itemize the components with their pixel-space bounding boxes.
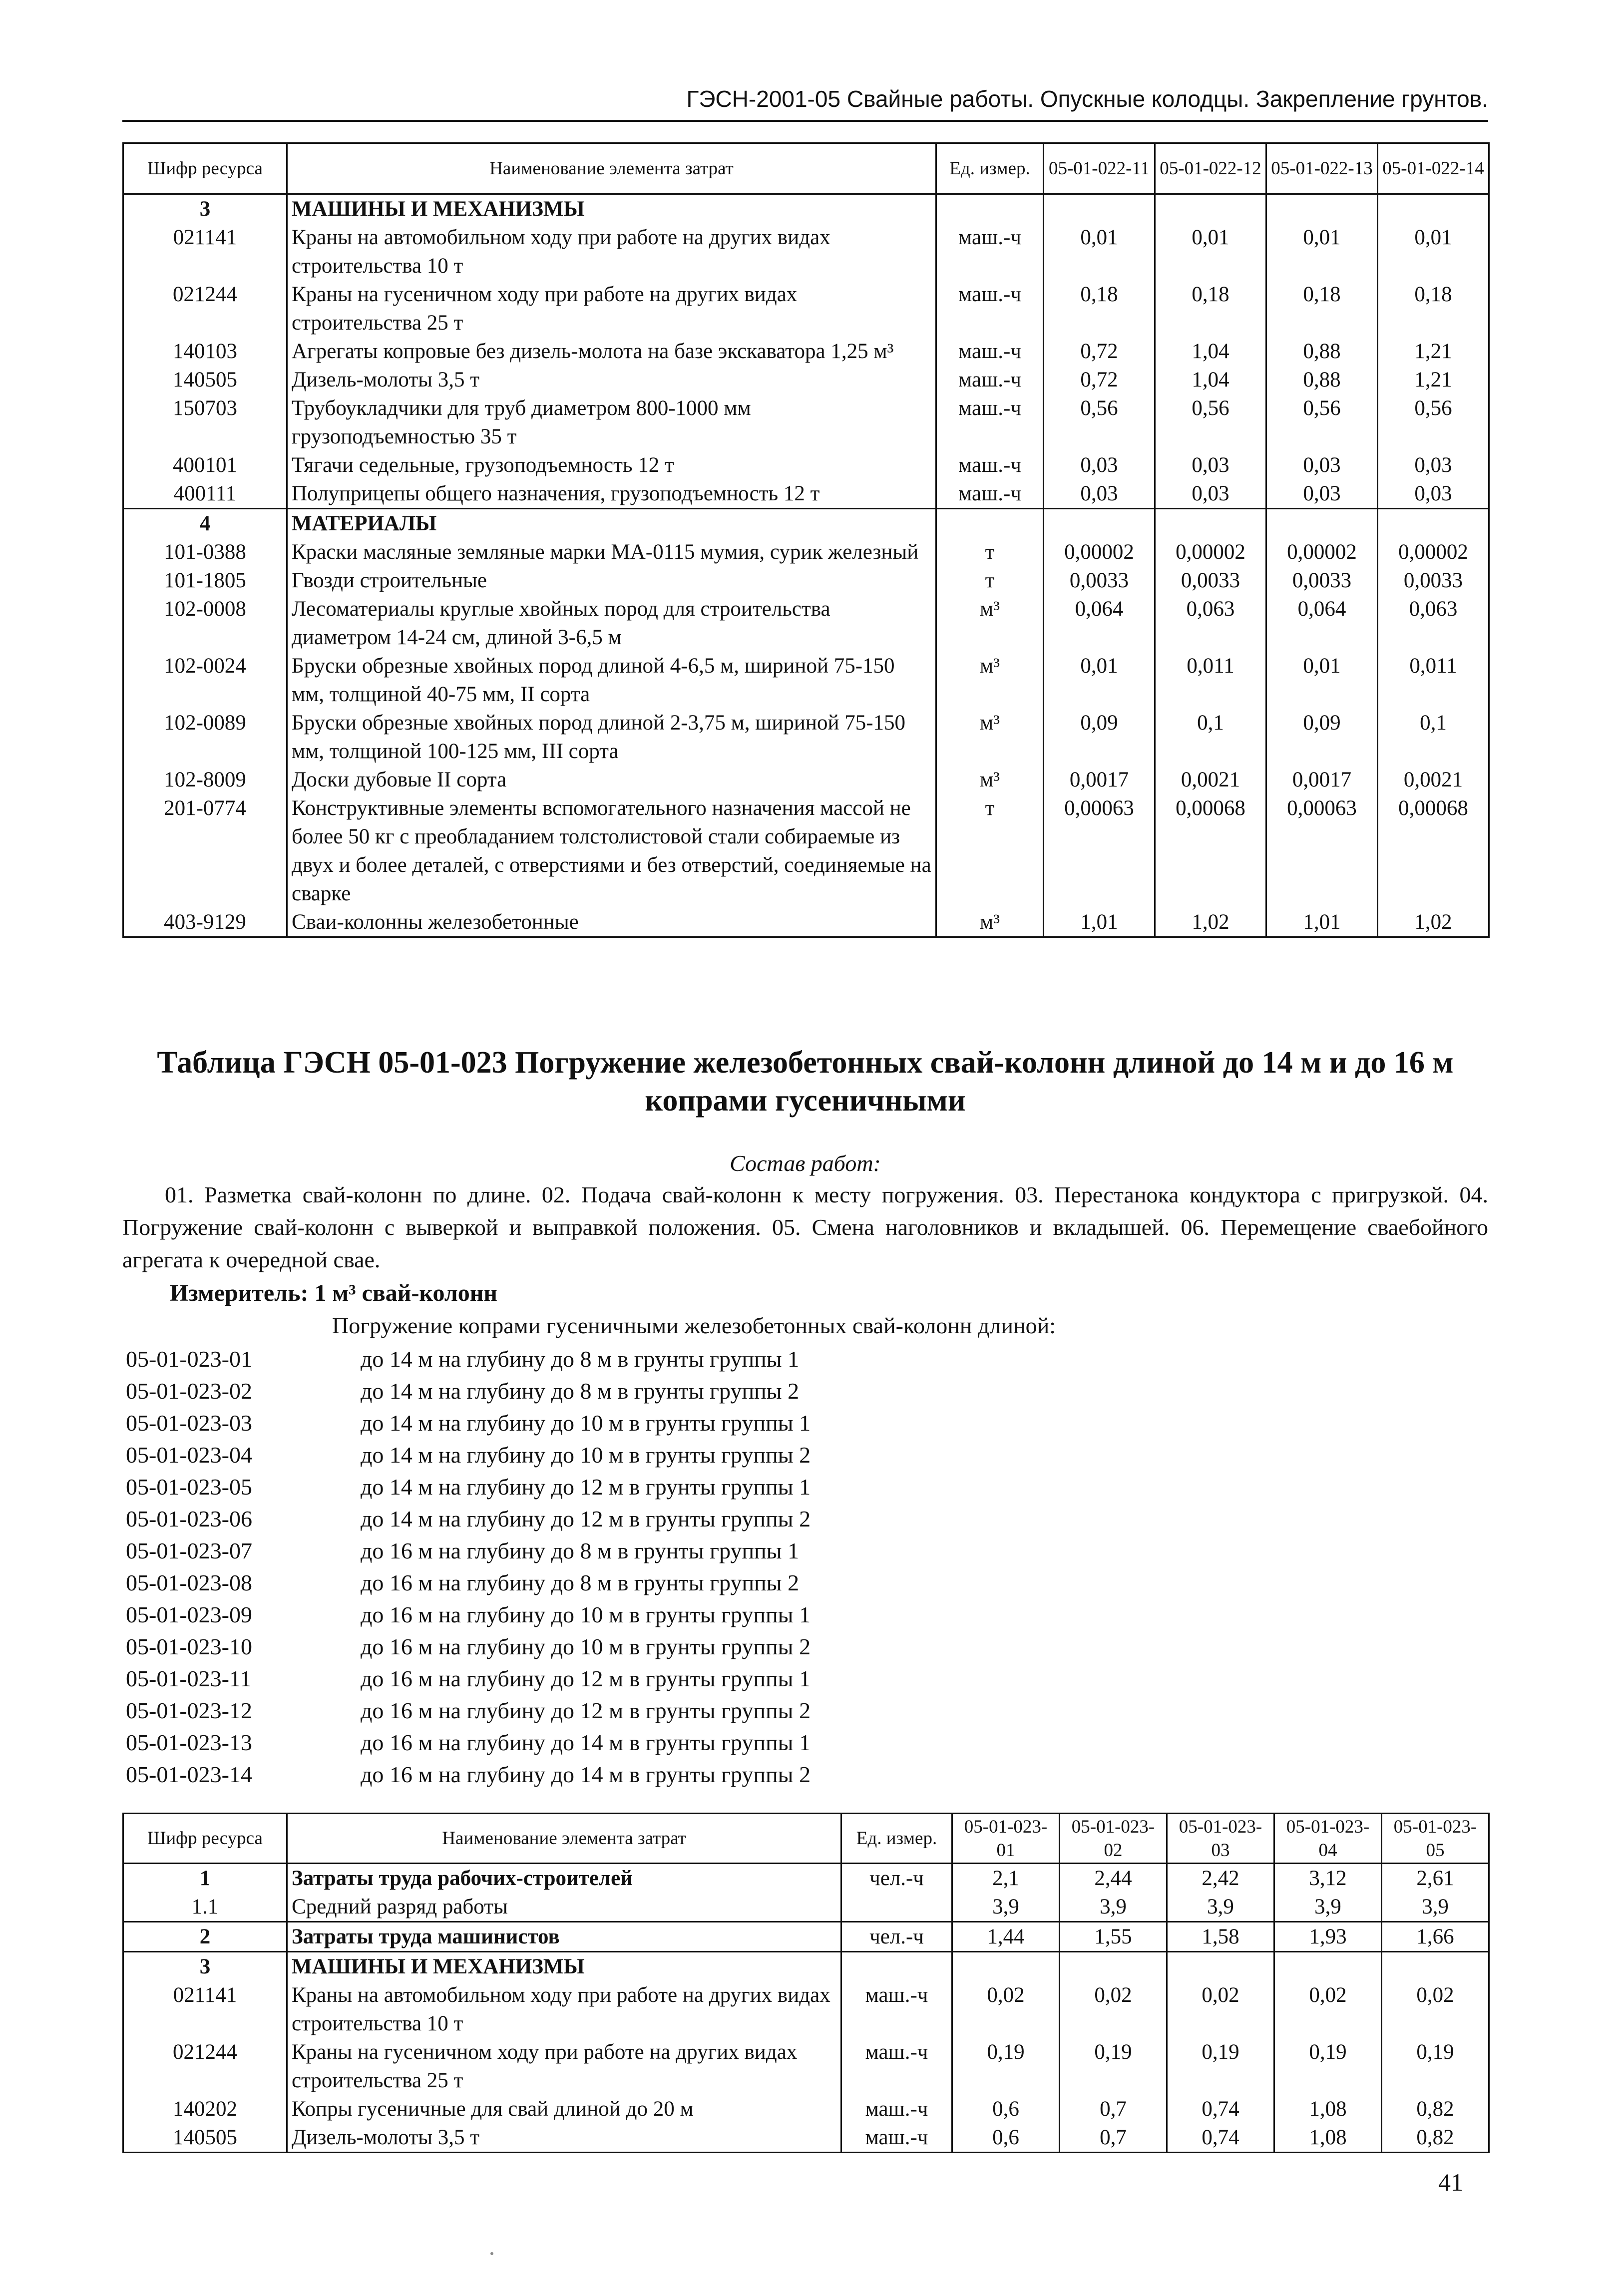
norm-value: 0,00002: [1266, 538, 1378, 566]
norm-value: 0,56: [1044, 394, 1155, 451]
norm-value: [1060, 1952, 1167, 1981]
norm-value: [1044, 194, 1155, 224]
resource-table-022: [122, 142, 1490, 938]
norm-value: 1,01: [1266, 908, 1378, 937]
resource-code: 140505: [123, 2123, 287, 2153]
norm-code: 05-01-023-08: [126, 1570, 252, 1595]
norm-value: 0,02: [1167, 1981, 1274, 2038]
norm-value: 0,09: [1044, 709, 1155, 765]
scan-speck: [490, 2252, 493, 2255]
resource-code: 140103: [123, 337, 287, 366]
col-header-code: Шифр ресурса: [123, 1814, 287, 1864]
norm-value: 0,00063: [1044, 794, 1155, 908]
norm-value: 0,064: [1266, 595, 1378, 652]
norm-value: 0,03: [1378, 479, 1489, 509]
norm-value: 0,01: [1266, 223, 1378, 280]
table-row: [123, 223, 1489, 280]
norm-code-item: [126, 1759, 811, 1791]
codes-intro: Погружение копрами гусеничными железобетонных свай-колонн длиной:: [332, 1313, 1056, 1338]
norm-value: 3,9: [1060, 1893, 1167, 1922]
col-header-norm: 05-01-023-04: [1274, 1814, 1382, 1864]
norm-value: 0,02: [952, 1981, 1060, 2038]
table-row: [123, 709, 1489, 765]
table-row: [123, 337, 1489, 366]
norm-description: до 16 м на глубину до 14 м в грунты группы 1: [361, 1730, 811, 1755]
resource-unit: маш.-ч: [841, 2123, 952, 2153]
resource-unit: чел.-ч: [841, 1864, 952, 1893]
norm-value: 0,74: [1167, 2095, 1274, 2123]
norm-value: 1,55: [1060, 1922, 1167, 1952]
norm-code-item: [126, 1631, 811, 1663]
table-row: [123, 2038, 1489, 2095]
resource-code: 101-1805: [123, 566, 287, 595]
norm-value: [1167, 1952, 1274, 1981]
norm-value: 0,0017: [1266, 765, 1378, 794]
resource-unit: маш.-ч: [936, 479, 1044, 509]
resource-name: МАШИНЫ И МЕХАНИЗМЫ: [287, 194, 936, 224]
norm-code: 05-01-023-12: [126, 1698, 252, 1723]
work-composition-heading: Состав работ:: [730, 1150, 881, 1176]
resource-name: Бруски обрезные хвойных пород длиной 4-6,5 м, шириной 75-150 мм, толщиной 40-75 мм, II сорта: [287, 652, 936, 709]
norm-value: 0,00002: [1378, 538, 1489, 566]
table-row: [123, 538, 1489, 566]
norm-description: до 16 м на глубину до 8 м в грунты группы 1: [361, 1538, 800, 1563]
norm-code-item: [126, 1567, 811, 1599]
norm-value: 0,0033: [1044, 566, 1155, 595]
norm-value: 0,00068: [1378, 794, 1489, 908]
norm-value: 0,82: [1382, 2123, 1489, 2153]
table-row: [123, 194, 1489, 224]
norm-value: 0,00063: [1266, 794, 1378, 908]
resource-unit: [841, 1893, 952, 1922]
resource-code: 102-0024: [123, 652, 287, 709]
resource-code: 140505: [123, 366, 287, 394]
resource-name: Копры гусеничные для свай длиной до 20 м: [287, 2095, 841, 2123]
norm-value: 0,1: [1378, 709, 1489, 765]
norm-value: 0,56: [1155, 394, 1266, 451]
table-row: [123, 566, 1489, 595]
resource-unit: маш.-ч: [841, 2038, 952, 2095]
norm-value: 1,21: [1378, 366, 1489, 394]
col-header-norm: 05-01-023-02: [1060, 1814, 1167, 1864]
norm-code: 05-01-023-05: [126, 1474, 252, 1500]
table-row: [123, 509, 1489, 538]
resource-name: МАТЕРИАЛЫ: [287, 509, 936, 538]
resource-name: Лесоматериалы круглые хвойных пород для строительства диаметром 14-24 см, длиной 3-6,5 м: [287, 595, 936, 652]
norm-code: 05-01-023-06: [126, 1506, 252, 1531]
resource-name: Агрегаты копровые без дизель-молота на базе экскаватора 1,25 м³: [287, 337, 936, 366]
norm-value: 0,011: [1155, 652, 1266, 709]
resource-name: Гвозди строительные: [287, 566, 936, 595]
resource-code: 021244: [123, 280, 287, 337]
resource-name: Тягачи седельные, грузоподъемность 12 т: [287, 451, 936, 479]
norm-value: 2,61: [1382, 1864, 1489, 1893]
resource-name: Краны на гусеничном ходу при работе на других видах строительства 25 т: [287, 280, 936, 337]
norm-value: 1,44: [952, 1922, 1060, 1952]
resource-code: 1.1: [123, 1893, 287, 1922]
norm-value: 0,064: [1044, 595, 1155, 652]
resource-code: 2: [123, 1922, 287, 1952]
norm-value: 0,0033: [1155, 566, 1266, 595]
resource-name: Сваи-колонны железобетонные: [287, 908, 936, 937]
norm-description: до 14 м на глубину до 8 м в грунты группы 1: [361, 1346, 800, 1372]
norm-value: [1044, 509, 1155, 538]
resource-name: Полуприцепы общего назначения, грузоподъемность 12 т: [287, 479, 936, 509]
norm-value: 0,09: [1266, 709, 1378, 765]
resource-unit: маш.-ч: [841, 1981, 952, 2038]
norm-code: 05-01-023-02: [126, 1378, 252, 1404]
table-row: [123, 908, 1489, 937]
resource-name: Средний разряд работы: [287, 1893, 841, 1922]
norm-code-item: [126, 1375, 811, 1407]
page-number: 41: [1438, 2168, 1463, 2196]
norm-value: 0,03: [1044, 451, 1155, 479]
norm-code: 05-01-023-09: [126, 1602, 252, 1627]
norm-value: 0,02: [1274, 1981, 1382, 2038]
norm-value: 0,02: [1382, 1981, 1489, 2038]
norm-value: 0,72: [1044, 337, 1155, 366]
norm-value: 1,93: [1274, 1922, 1382, 1952]
norm-value: 0,56: [1266, 394, 1378, 451]
resource-name: Бруски обрезные хвойных пород длиной 2-3,75 м, шириной 75-150 мм, толщиной 100-125 мм, III сорта: [287, 709, 936, 765]
col-header-norm: 05-01-022-11: [1044, 143, 1155, 194]
resource-unit: [936, 194, 1044, 224]
norm-value: 2,1: [952, 1864, 1060, 1893]
resource-unit: т: [936, 794, 1044, 908]
resource-code: 400101: [123, 451, 287, 479]
col-header-unit: Ед. измер.: [841, 1814, 952, 1864]
norm-value: 0,74: [1167, 2123, 1274, 2153]
norm-description: до 16 м на глубину до 14 м в грунты группы 2: [361, 1762, 811, 1787]
norm-value: 3,9: [952, 1893, 1060, 1922]
resource-unit: чел.-ч: [841, 1922, 952, 1952]
norm-value: 0,7: [1060, 2123, 1167, 2153]
norm-description: до 14 м на глубину до 8 м в грунты группы 2: [361, 1378, 800, 1404]
resource-name: Конструктивные элементы вспомогательного назначения массой не более 50 кг с преобладанием толстолистовой стали собираемые из двух и более деталей, с отверстиями и без отверстий, соединяемые на сварке: [287, 794, 936, 908]
norm-code: 05-01-023-03: [126, 1410, 252, 1436]
table-row: [123, 595, 1489, 652]
norm-value: 0,00002: [1044, 538, 1155, 566]
resource-name: Дизель-молоты 3,5 т: [287, 366, 936, 394]
resource-name: Краски масляные земляные марки МА-0115 мумия, сурик железный: [287, 538, 936, 566]
resource-name: Затраты труда рабочих-строителей: [287, 1864, 841, 1893]
resource-code: 4: [123, 509, 287, 538]
norm-value: 3,12: [1274, 1864, 1382, 1893]
norm-value: 0,56: [1378, 394, 1489, 451]
norm-value: 0,19: [952, 2038, 1060, 2095]
norm-description: до 14 м на глубину до 12 м в грунты группы 1: [361, 1474, 811, 1500]
norm-code: 05-01-023-07: [126, 1538, 252, 1563]
norm-value: 0,03: [1266, 479, 1378, 509]
norm-code: 05-01-023-14: [126, 1762, 252, 1787]
resource-unit: м³: [936, 652, 1044, 709]
resource-unit: т: [936, 538, 1044, 566]
norm-code: 05-01-023-10: [126, 1634, 252, 1659]
norm-value: [952, 1952, 1060, 1981]
norm-value: [1274, 1952, 1382, 1981]
norm-value: [1382, 1952, 1489, 1981]
norm-value: [1378, 194, 1489, 224]
resource-code: 3: [123, 194, 287, 224]
norm-description: до 16 м на глубину до 10 м в грунты группы 1: [361, 1602, 811, 1627]
resource-name: Доски дубовые II сорта: [287, 765, 936, 794]
norm-value: 0,19: [1382, 2038, 1489, 2095]
col-header-norm: 05-01-022-14: [1378, 143, 1489, 194]
table-row: [123, 2095, 1489, 2123]
norm-description: до 16 м на глубину до 10 м в грунты группы 2: [361, 1634, 811, 1659]
norm-value: 1,58: [1167, 1922, 1274, 1952]
norm-value: 1,08: [1274, 2123, 1382, 2153]
norm-value: 2,42: [1167, 1864, 1274, 1893]
norm-value: 0,01: [1266, 652, 1378, 709]
norm-value: 0,00002: [1155, 538, 1266, 566]
norm-code-item: [126, 1663, 811, 1695]
norm-value: [1266, 509, 1378, 538]
resource-name: Затраты труда машинистов: [287, 1922, 841, 1952]
col-header-norm: 05-01-023-05: [1382, 1814, 1489, 1864]
norm-value: 0,18: [1155, 280, 1266, 337]
norm-value: 0,19: [1274, 2038, 1382, 2095]
norm-value: 0,0021: [1378, 765, 1489, 794]
norm-value: 0,063: [1155, 595, 1266, 652]
resource-name: Краны на автомобильном ходу при работе на других видах строительства 10 т: [287, 1981, 841, 2038]
measure-unit: Измеритель: 1 м³ свай-колонн: [170, 1280, 498, 1306]
norm-value: 0,03: [1266, 451, 1378, 479]
norm-value: 0,19: [1060, 2038, 1167, 2095]
table-row: [123, 366, 1489, 394]
norm-code-item: [126, 1695, 811, 1727]
norm-value: 1,04: [1155, 337, 1266, 366]
col-header-norm: 05-01-023-03: [1167, 1814, 1274, 1864]
resource-code: 1: [123, 1864, 287, 1893]
work-composition-text: 01. Разметка свай-колонн по длине. 02. Подача свай-колонн к месту погружения. 03. Перестанока кондуктора с пригрузкой. 04. Погружение свай-колонн с выверкой и выправкой положения. 05. Смена наголовников и вкладышей. 06. Перемещение сваебойного агрегата к очередной свае.: [122, 1182, 1488, 1272]
running-header: ГЭСН-2001-05 Свайные работы. Опускные колодцы. Закрепление грунтов.: [686, 86, 1488, 112]
norm-value: [1155, 509, 1266, 538]
norm-description: до 14 м на глубину до 12 м в грунты группы 2: [361, 1506, 811, 1531]
resource-unit: маш.-ч: [936, 223, 1044, 280]
norm-value: 1,66: [1382, 1922, 1489, 1952]
norm-value: 0,03: [1378, 451, 1489, 479]
table-row: [123, 280, 1489, 337]
norm-value: 0,0017: [1044, 765, 1155, 794]
norm-value: 3,9: [1167, 1893, 1274, 1922]
resource-unit: м³: [936, 709, 1044, 765]
resource-unit: маш.-ч: [936, 366, 1044, 394]
resource-unit: маш.-ч: [936, 394, 1044, 451]
table-row: [123, 1864, 1489, 1893]
norm-value: 0,7: [1060, 2095, 1167, 2123]
resource-code: 102-8009: [123, 765, 287, 794]
norm-value: 0,1: [1155, 709, 1266, 765]
col-header-norm: 05-01-022-12: [1155, 143, 1266, 194]
norm-value: 2,44: [1060, 1864, 1167, 1893]
norm-value: 0,01: [1155, 223, 1266, 280]
resource-unit: м³: [936, 595, 1044, 652]
table-row: [123, 1952, 1489, 1981]
norm-value: 0,19: [1167, 2038, 1274, 2095]
resource-code: 021141: [123, 223, 287, 280]
norm-value: 0,03: [1044, 479, 1155, 509]
norm-value: 0,18: [1044, 280, 1155, 337]
resource-code: 403-9129: [123, 908, 287, 937]
norm-value: 0,72: [1044, 366, 1155, 394]
resource-code: 102-0089: [123, 709, 287, 765]
col-header-code: Шифр ресурса: [123, 143, 287, 194]
norm-code-item: [126, 1439, 811, 1471]
resource-code: 102-0008: [123, 595, 287, 652]
norm-value: 0,011: [1378, 652, 1489, 709]
resource-name: Краны на гусеничном ходу при работе на других видах строительства 25 т: [287, 2038, 841, 2095]
norm-value: 1,08: [1274, 2095, 1382, 2123]
norm-value: 0,01: [1044, 652, 1155, 709]
resource-table-023: [122, 1813, 1490, 2153]
col-header-norm: 05-01-023-01: [952, 1814, 1060, 1864]
norm-value: 0,88: [1266, 366, 1378, 394]
table-row: [123, 2123, 1489, 2153]
norm-value: 1,02: [1378, 908, 1489, 937]
norm-description: до 16 м на глубину до 8 м в грунты группы 2: [361, 1570, 800, 1595]
table-row: [123, 765, 1489, 794]
resource-name: Краны на автомобильном ходу при работе на других видах строительства 10 т: [287, 223, 936, 280]
resource-code: 201-0774: [123, 794, 287, 908]
resource-code: 101-0388: [123, 538, 287, 566]
resource-code: 021141: [123, 1981, 287, 2038]
table-row: [123, 1981, 1489, 2038]
resource-unit: [841, 1952, 952, 1981]
table-row: [123, 394, 1489, 451]
norm-code-item: [126, 1471, 811, 1503]
norm-value: [1155, 194, 1266, 224]
table-row: [123, 652, 1489, 709]
norm-value: 0,0021: [1155, 765, 1266, 794]
norm-description: до 14 м на глубину до 10 м в грунты группы 1: [361, 1410, 811, 1436]
table-title: Таблица ГЭСН 05-01-023 Погружение железобетонных свай-колонн длиной до 14 м и до 16 м копрами гусеничными: [157, 1046, 1454, 1118]
norm-code-item: [126, 1407, 811, 1439]
norm-code-item: [126, 1503, 811, 1535]
resource-code: 140202: [123, 2095, 287, 2123]
norm-value: 0,18: [1266, 280, 1378, 337]
resource-unit: [936, 509, 1044, 538]
table-row: [123, 1922, 1489, 1952]
norm-code-item: [126, 1535, 811, 1567]
table-row: [123, 451, 1489, 479]
norm-code-list: [126, 1343, 811, 1791]
norm-value: 0,03: [1155, 479, 1266, 509]
norm-value: 0,88: [1266, 337, 1378, 366]
norm-code: 05-01-023-13: [126, 1730, 252, 1755]
norm-description: до 14 м на глубину до 10 м в грунты группы 2: [361, 1442, 811, 1468]
resource-unit: маш.-ч: [936, 451, 1044, 479]
col-header-name: Наименование элемента затрат: [287, 143, 936, 194]
norm-value: 1,01: [1044, 908, 1155, 937]
norm-value: [1266, 194, 1378, 224]
norm-description: до 16 м на глубину до 12 м в грунты группы 2: [361, 1698, 811, 1723]
table-row: [123, 1893, 1489, 1922]
norm-value: 0,18: [1378, 280, 1489, 337]
norm-value: 0,063: [1378, 595, 1489, 652]
norm-description: до 16 м на глубину до 12 м в грунты группы 1: [361, 1666, 811, 1691]
resource-name: Трубоукладчики для труб диаметром 800-1000 мм грузоподъемностью 35 т: [287, 394, 936, 451]
table-row: [123, 794, 1489, 908]
norm-value: 1,02: [1155, 908, 1266, 937]
col-header-name: Наименование элемента затрат: [287, 1814, 841, 1864]
norm-value: [1378, 509, 1489, 538]
norm-value: 0,03: [1155, 451, 1266, 479]
norm-code: 05-01-023-04: [126, 1442, 252, 1468]
norm-value: 1,21: [1378, 337, 1489, 366]
norm-value: 0,6: [952, 2095, 1060, 2123]
norm-code-item: [126, 1599, 811, 1631]
resource-unit: м³: [936, 765, 1044, 794]
norm-value: 0,01: [1044, 223, 1155, 280]
col-header-norm: 05-01-022-13: [1266, 143, 1378, 194]
resource-unit: маш.-ч: [936, 280, 1044, 337]
norm-value: 0,02: [1060, 1981, 1167, 2038]
resource-name: МАШИНЫ И МЕХАНИЗМЫ: [287, 1952, 841, 1981]
resource-unit: маш.-ч: [841, 2095, 952, 2123]
norm-value: 3,9: [1382, 1893, 1489, 1922]
resource-name: Дизель-молоты 3,5 т: [287, 2123, 841, 2153]
table-row: [123, 479, 1489, 509]
norm-value: 0,00068: [1155, 794, 1266, 908]
resource-code: 400111: [123, 479, 287, 509]
norm-value: 0,0033: [1378, 566, 1489, 595]
resource-unit: т: [936, 566, 1044, 595]
resource-code: 150703: [123, 394, 287, 451]
resource-unit: м³: [936, 908, 1044, 937]
resource-unit: маш.-ч: [936, 337, 1044, 366]
norm-value: 3,9: [1274, 1893, 1382, 1922]
resource-code: 3: [123, 1952, 287, 1981]
norm-value: 0,82: [1382, 2095, 1489, 2123]
resource-code: 021244: [123, 2038, 287, 2095]
norm-code-item: [126, 1727, 811, 1759]
norm-value: 0,6: [952, 2123, 1060, 2153]
norm-value: 0,01: [1378, 223, 1489, 280]
norm-code: 05-01-023-11: [126, 1666, 252, 1691]
norm-code: 05-01-023-01: [126, 1346, 252, 1372]
norm-code-item: [126, 1343, 811, 1375]
col-header-unit: Ед. измер.: [936, 143, 1044, 194]
header-rule: [122, 120, 1488, 122]
norm-value: 0,0033: [1266, 566, 1378, 595]
norm-value: 1,04: [1155, 366, 1266, 394]
